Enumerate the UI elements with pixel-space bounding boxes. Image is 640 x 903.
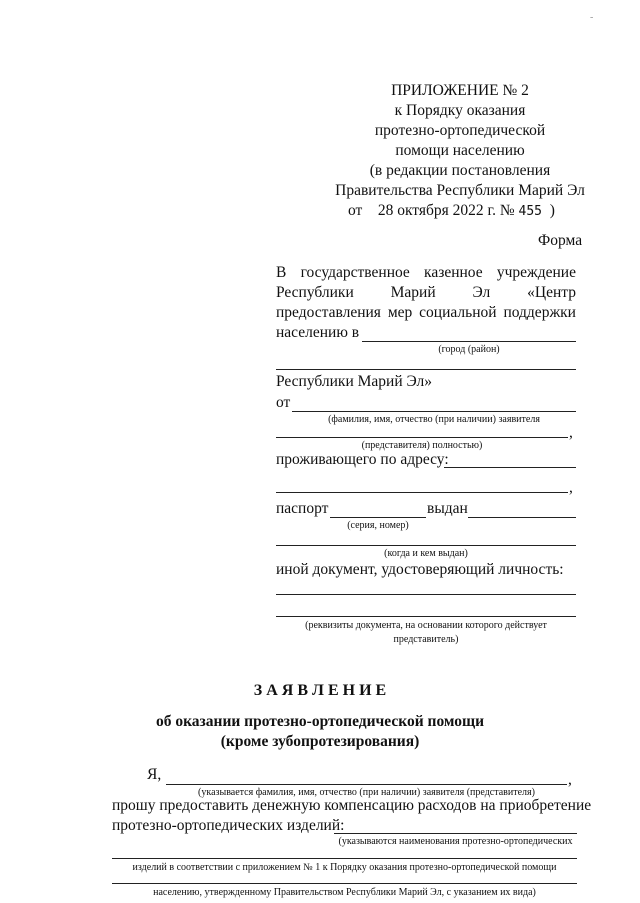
statement-title: З А Я В Л Е Н И Е (253, 682, 387, 699)
request-line-2: протезно-ортопедических изделий: (112, 817, 345, 834)
hint-representative: (представителя) полностью) (361, 440, 483, 451)
hint-requisites-2: представитель) (393, 634, 459, 645)
address-field[interactable] (444, 467, 576, 468)
hint-applicant: (фамилия, имя, отчество (при наличии) заявителя (328, 414, 540, 425)
hint-fio: (указывается фамилия, имя, отчество (при наличии) заявителя (представителя) (198, 787, 535, 798)
comma: , (569, 424, 573, 441)
appendix-title: ПРИЛОЖЕНИЕ № 2 (391, 82, 529, 99)
appendix-line-5: Правительства Республики Марий Эл (335, 182, 585, 199)
appendix-close-paren: ) (549, 202, 555, 219)
addressee-word: государственное (300, 264, 410, 281)
city-field[interactable] (362, 341, 576, 342)
page-mark: - (590, 12, 594, 23)
appendix-line-4: (в редакции постановления (369, 162, 551, 179)
hint-series: (серия, номер) (347, 520, 409, 531)
addressee-row-4: населению в (276, 324, 360, 341)
addressee-word: Марий (390, 284, 436, 301)
other-doc-label: иной документ, удостоверяющий личность: (276, 561, 564, 578)
other-doc-field[interactable] (276, 594, 576, 595)
hint-products-2: изделий в соответствии с приложением № 1 к Порядку оказания протезно-ортопедической помощи (132, 862, 557, 873)
applicant-name-field[interactable] (292, 411, 576, 412)
products-field-3[interactable] (112, 883, 577, 884)
passport-label: паспорт (276, 500, 329, 517)
hint-products-3: населению, утвержденному Правительством Республики Марий Эл, с указанием их вида) (153, 887, 536, 898)
city-field-extra[interactable] (276, 369, 576, 370)
from-label: от (276, 394, 291, 411)
appendix-date-line (348, 202, 555, 220)
statement-subtitle-2: (кроме зубопротезирования) (220, 733, 420, 750)
addressee-republic: Республики Марий Эл» (276, 373, 433, 390)
addressee-word: «Центр (527, 284, 576, 301)
products-field-2[interactable] (112, 858, 577, 859)
hint-requisites-1: (реквизиты документа, на основании которого действует (305, 620, 547, 631)
hint-issued: (когда и кем выдан) (384, 548, 468, 559)
passport-issued-field[interactable] (468, 517, 576, 518)
applicant-fio-field[interactable] (166, 784, 567, 785)
addressee-row-3 (276, 304, 576, 322)
hint-products-1: (указываются наименования протезно-ортопедических (338, 836, 573, 847)
appendix-number: 455 (518, 204, 543, 219)
addressee-row-2 (276, 284, 576, 302)
appendix-line-2: протезно-ортопедической (374, 122, 546, 139)
appendix-line-3: помощи населению (395, 142, 525, 159)
addressee-word: Республики (276, 284, 354, 301)
other-doc-field-2[interactable] (276, 616, 576, 617)
address-label: проживающего по адресу: (276, 451, 449, 468)
passport-series-field[interactable] (330, 517, 426, 518)
addressee-word: казенное (424, 264, 483, 281)
addressee-word: предоставления (276, 304, 381, 321)
addressee-word: мер (387, 304, 413, 321)
issued-label: выдан (427, 500, 468, 517)
appendix-date: 28 октября 2022 г. № (377, 202, 515, 219)
appendix-from-prefix: от (348, 202, 363, 219)
issued-by-field[interactable] (276, 545, 576, 546)
addressee-word: Эл (472, 284, 491, 301)
addressee-word: поддержки (503, 304, 576, 321)
comma: , (568, 771, 572, 788)
comma: , (569, 479, 573, 496)
i-label: Я, (147, 766, 162, 783)
addressee-row-1 (276, 264, 576, 282)
addressee-word: учреждение (496, 264, 576, 281)
request-line-1: прошу предоставить денежную компенсацию расходов на приобретение (112, 797, 592, 814)
addressee-word: социальной (419, 304, 497, 321)
hint-city: (город (район) (438, 344, 500, 355)
products-field[interactable] (334, 833, 577, 834)
address-field-2[interactable] (276, 492, 568, 493)
form-label: Форма (538, 232, 583, 249)
appendix-line-1: к Порядку оказания (394, 102, 526, 119)
representative-field[interactable] (276, 437, 568, 438)
addressee-word: В (276, 264, 287, 281)
statement-subtitle-1: об оказании протезно-ортопедической помощи (155, 713, 485, 730)
